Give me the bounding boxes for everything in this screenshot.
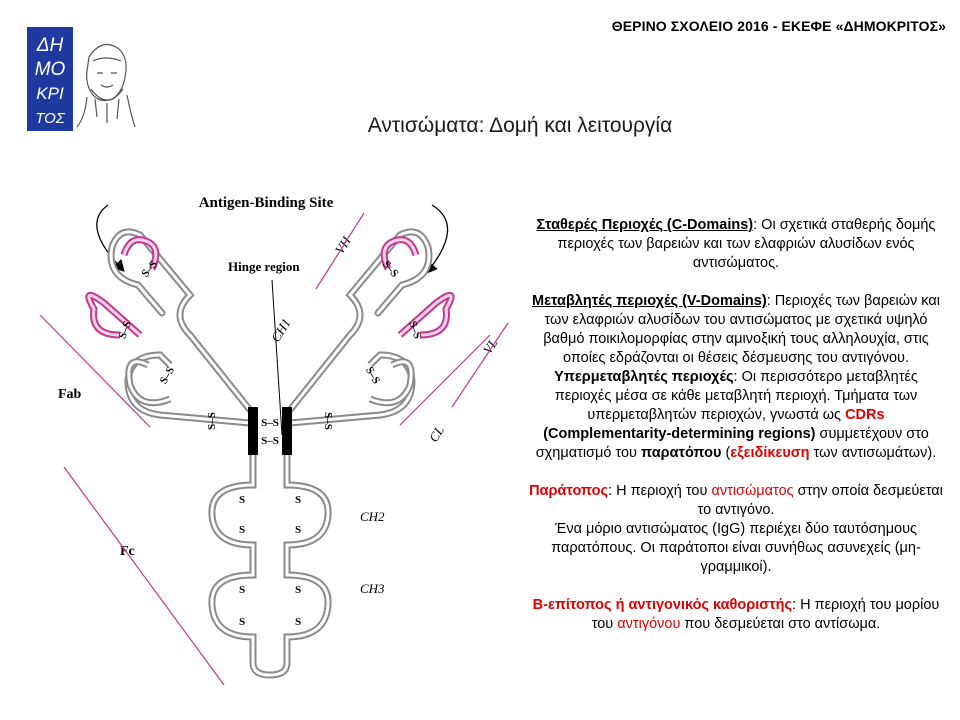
arm-ss-3: S–S bbox=[116, 319, 134, 341]
logo-letters-2: ΜΟ bbox=[34, 59, 66, 80]
paratope-term: Παράτοπος bbox=[529, 483, 609, 499]
arm-ss-6: S–S bbox=[406, 319, 424, 341]
v-domains-text-2: : Οι περισσότερο μεταβλητές περιοχές μέσα σε κάθε μεταβλητή περιοχή. Τμήματα των υπερμεταβλητών περιοχών, γνωστά ως bbox=[554, 369, 918, 423]
arm-ss-8: S–S bbox=[379, 258, 401, 280]
paratope-text-1: : Η περιοχή του bbox=[608, 483, 712, 499]
header-text: ΘΕΡΙΝΟ ΣΧΟΛΕΙΟ 2016 - ΕΚΕΦΕ «ΔΗΜΟΚΡΙΤΟΣ» bbox=[611, 18, 946, 34]
paratope-paragraph bbox=[524, 482, 948, 577]
paratope-term-inline: παρατόπου bbox=[641, 445, 722, 461]
cdrs-full: (Complementarity-determining regions) bbox=[543, 426, 816, 442]
cl-label: CL bbox=[425, 423, 447, 445]
description-panel bbox=[524, 216, 948, 653]
paratope-text-3: Ένα μόριο αντισώματος (IgG) περιέχει δύο ταυτόσημους παρατόπους. Οι παράτοποι είναι συνήθως ασυνεχείς (μη-γραμμικοί). bbox=[551, 521, 921, 575]
v-domains-paragraph bbox=[524, 292, 948, 463]
logo-letters-3: ΚΡΙ bbox=[36, 84, 64, 103]
epitope-paragraph bbox=[524, 596, 948, 634]
v-domains-text-4: των αντισωμάτων). bbox=[809, 445, 937, 461]
fc-s-5: S bbox=[238, 584, 246, 596]
hinge-region-label: Hinge region bbox=[228, 259, 300, 274]
fab-label: Fab bbox=[58, 387, 82, 402]
epitope-term: Β-επίτοπος bbox=[532, 597, 612, 613]
v-domains-term: Μεταβλητές περιοχές (V-Domains) bbox=[532, 293, 767, 309]
hinge-pointer-line bbox=[272, 280, 282, 435]
antigen-binding-site-label: Antigen-Binding Site bbox=[198, 195, 334, 211]
fc-s-8: S bbox=[294, 616, 302, 628]
antigenic-determinant-term: αντιγονικός καθοριστής bbox=[628, 597, 793, 613]
right-fc-chain bbox=[270, 455, 328, 675]
hinge-ss-1: S–S bbox=[261, 417, 279, 429]
cdrs-term: CDRs bbox=[845, 407, 885, 423]
antigen-word: αντιγόνου bbox=[617, 616, 681, 632]
fc-s-6: S bbox=[238, 616, 246, 628]
arm-ss-1: S–S bbox=[206, 412, 218, 430]
fc-s-2: S bbox=[238, 524, 246, 536]
epitope-or: ή bbox=[611, 597, 629, 613]
fc-measure-line bbox=[64, 467, 224, 685]
fc-label: Fc bbox=[120, 544, 135, 559]
paren-open: ( bbox=[721, 445, 731, 461]
fc-s-3: S bbox=[294, 494, 302, 506]
logo-letters-1: ΔΗ bbox=[36, 35, 64, 56]
hinge-ss-2: S–S bbox=[261, 435, 279, 447]
antibody-word: αντισώματος bbox=[711, 483, 794, 499]
antibody-structure-diagram bbox=[20, 185, 520, 705]
fc-s-7: S bbox=[294, 584, 302, 596]
ch2-label: CH2 bbox=[360, 509, 385, 524]
arm-ss-5: S–S bbox=[139, 258, 161, 280]
c-domains-text: : Οι σχετικά σταθερής δομής περιοχές των βαρειών και των ελαφριών αλυσίδων ενός αντισώματος. bbox=[557, 217, 936, 271]
fc-s-4: S bbox=[294, 524, 302, 536]
fc-stem bbox=[212, 455, 328, 675]
v-domains-text-1: : Περιοχές των βαρειών και των ελαφριών αλυσίδων του αντισώματος με σχετικά υψηλό βαθμό ποικιλομορφίας στην αμινοξική τους αλληλουχία, στις οποίες εδράζονται οι θέσεις δέσμευσης του αντιγόνου. bbox=[543, 293, 940, 366]
c-domains-term: Σταθερές Περιοχές (C-Domains) bbox=[536, 217, 754, 233]
c-domains-paragraph bbox=[524, 216, 948, 273]
fc-s-1: S bbox=[238, 494, 246, 506]
hinge-left-bar bbox=[248, 407, 258, 455]
epitope-text-1: : Η περιοχή του μορίου του bbox=[591, 597, 940, 632]
vh-measure-line bbox=[316, 213, 364, 289]
left-arm bbox=[89, 232, 250, 423]
hypervariable-term: Υπερμεταβλητές περιοχές bbox=[554, 369, 734, 385]
paratope-text-2: στην οποία δεσμεύεται το αντιγόνο. bbox=[697, 483, 943, 518]
page-title-text: Αντισώματα: Δομή και λειτουργία bbox=[367, 114, 673, 137]
arm-ss-7: S–S bbox=[362, 364, 383, 387]
right-arm bbox=[290, 232, 451, 423]
vl-label: VL bbox=[479, 335, 501, 357]
epitope-text-2: που δεσμεύεται στο αντίσωμα. bbox=[680, 616, 881, 632]
vh-label: VH bbox=[331, 233, 354, 257]
left-fc-chain bbox=[212, 455, 270, 675]
hinge-right-bar bbox=[282, 407, 292, 455]
page-title bbox=[0, 114, 960, 138]
specificity-term: εξειδίκευση bbox=[730, 445, 810, 461]
v-domains-text-3: συμμετέχουν στο σχηματισμό του bbox=[535, 426, 929, 461]
arm-ss-2: S–S bbox=[322, 412, 334, 430]
arm-ss-4: S–S bbox=[157, 364, 178, 387]
logo-letters-4: ΤΟΣ bbox=[35, 110, 65, 127]
ch3-label: CH3 bbox=[360, 581, 385, 596]
ch1-label: CH1 bbox=[267, 315, 294, 345]
